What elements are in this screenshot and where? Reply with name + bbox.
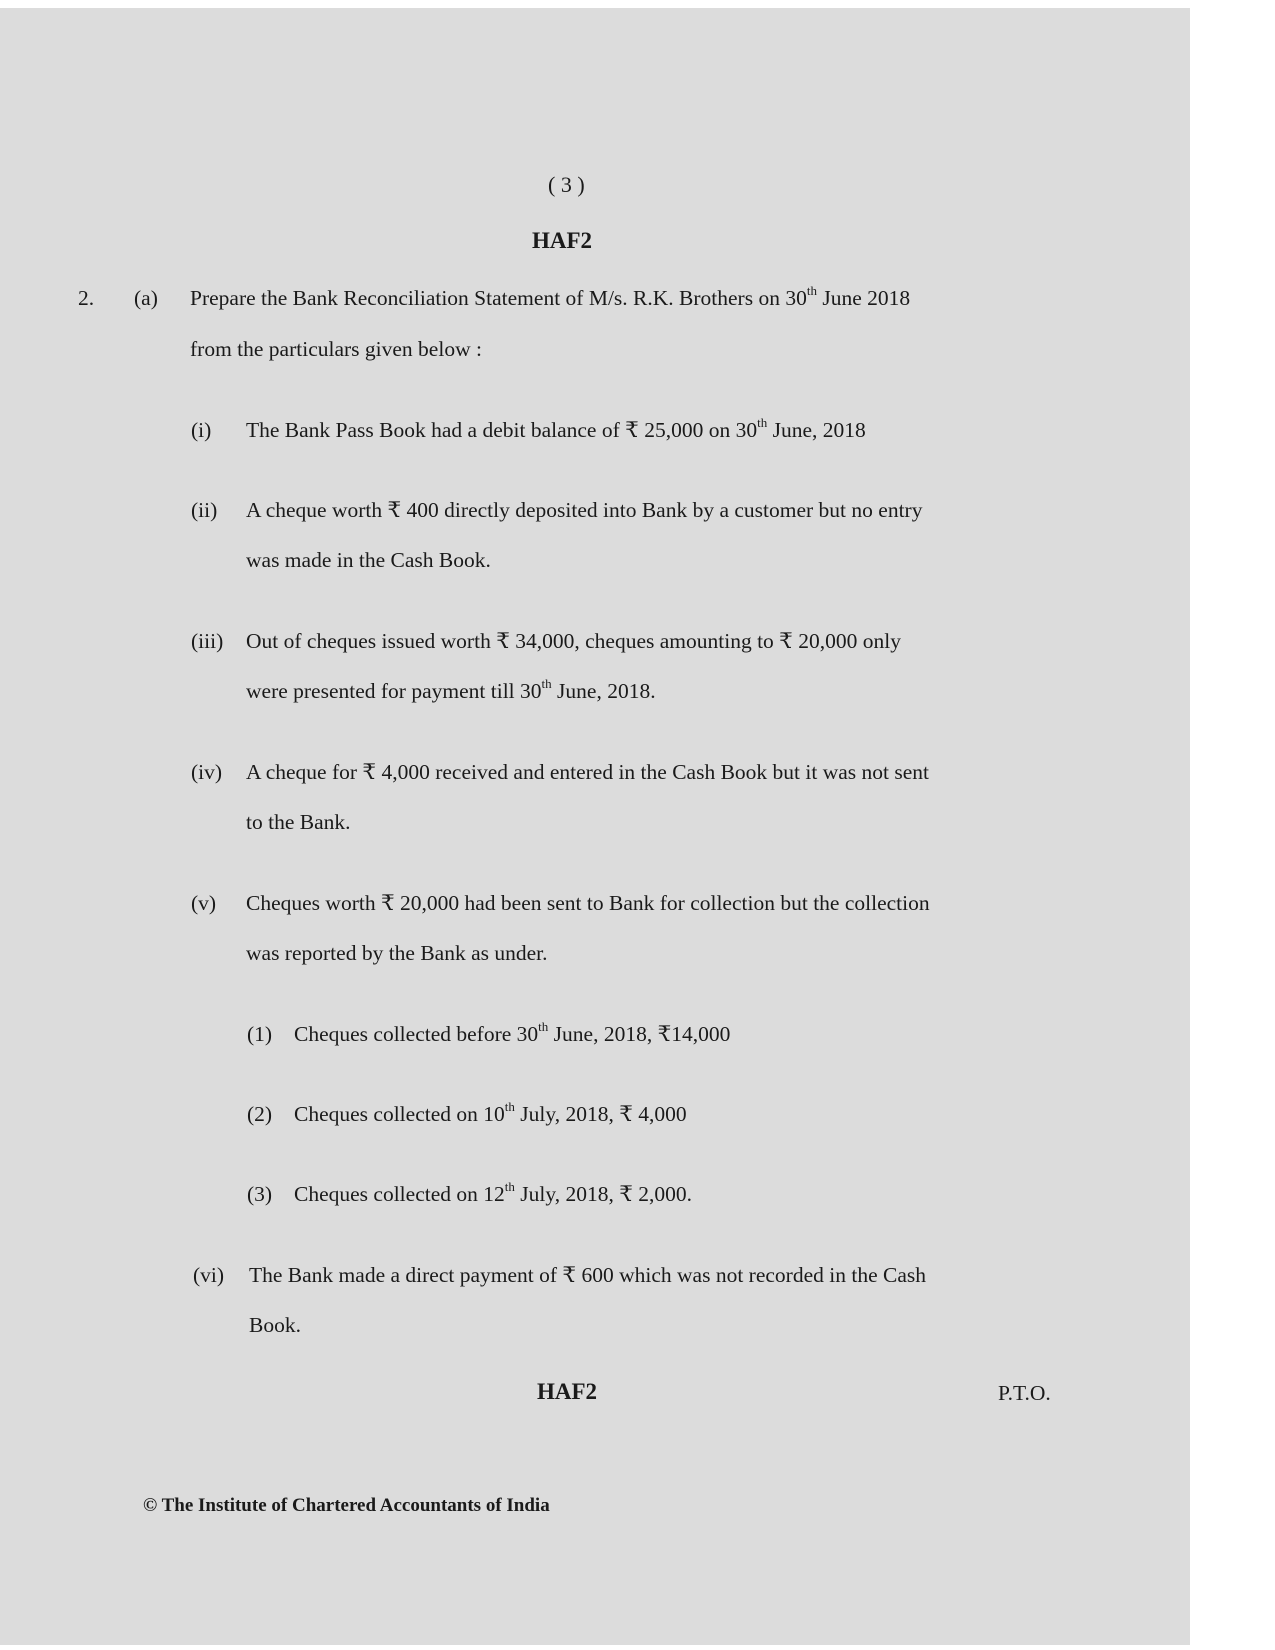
item-label: (iv) (191, 760, 223, 784)
question-part: (a) (134, 286, 158, 310)
copyright-footer: © The Institute of Chartered Accountants of India (143, 1495, 550, 1516)
item-text-line1: Cheques worth ₹ 20,000 had been sent to Bank for collection but the collection (246, 891, 930, 915)
item-text-line2: were presented for payment till 30th June, 2018. (246, 676, 656, 703)
item-text-line1: The Bank made a direct payment of ₹ 600 which was not recorded in the Cash (249, 1263, 926, 1287)
subitem-label: (2) (247, 1102, 273, 1126)
item-label: (v) (191, 891, 217, 915)
page-number: ( 3 ) (548, 172, 585, 197)
header-paper-code: HAF2 (532, 228, 593, 253)
item-text-line2: was reported by the Bank as under. (246, 941, 548, 965)
item-text-line1: A cheque for ₹ 4,000 received and entered in the Cash Book but it was not sent (246, 760, 929, 784)
pto-label: P.T.O. (998, 1381, 1051, 1405)
item-label: (vi) (193, 1263, 225, 1287)
item-text-line2: to the Bank. (246, 810, 351, 834)
item-text-line2: Book. (249, 1313, 301, 1337)
item-text-line1: A cheque worth ₹ 400 directly deposited into Bank by a customer but no entry (246, 498, 923, 522)
item-text-line1: Out of cheques issued worth ₹ 34,000, cheques amounting to ₹ 20,000 only (246, 629, 901, 653)
item-label: (ii) (191, 498, 218, 522)
item-text-line1: The Bank Pass Book had a debit balance of ₹ 25,000 on 30th June, 2018 (246, 415, 866, 442)
subitem-label: (3) (247, 1182, 273, 1206)
item-label: (i) (191, 418, 212, 442)
subitem-text: Cheques collected before 30th June, 2018, ₹14,000 (294, 1019, 731, 1046)
footer-paper-code: HAF2 (537, 1379, 598, 1404)
item-text-line2: was made in the Cash Book. (246, 548, 491, 572)
item-label: (iii) (191, 629, 224, 653)
subitem-text: Cheques collected on 12th July, 2018, ₹ 2,000. (294, 1179, 693, 1206)
subitem-label: (1) (247, 1022, 273, 1046)
question-intro-line1: Prepare the Bank Reconciliation Statement of M/s. R.K. Brothers on 30th June 2018 (190, 283, 911, 310)
subitem-text: Cheques collected on 10th July, 2018, ₹ 4,000 (294, 1099, 687, 1126)
question-number: 2. (78, 286, 95, 310)
question-intro-line2: from the particulars given below : (190, 337, 482, 361)
